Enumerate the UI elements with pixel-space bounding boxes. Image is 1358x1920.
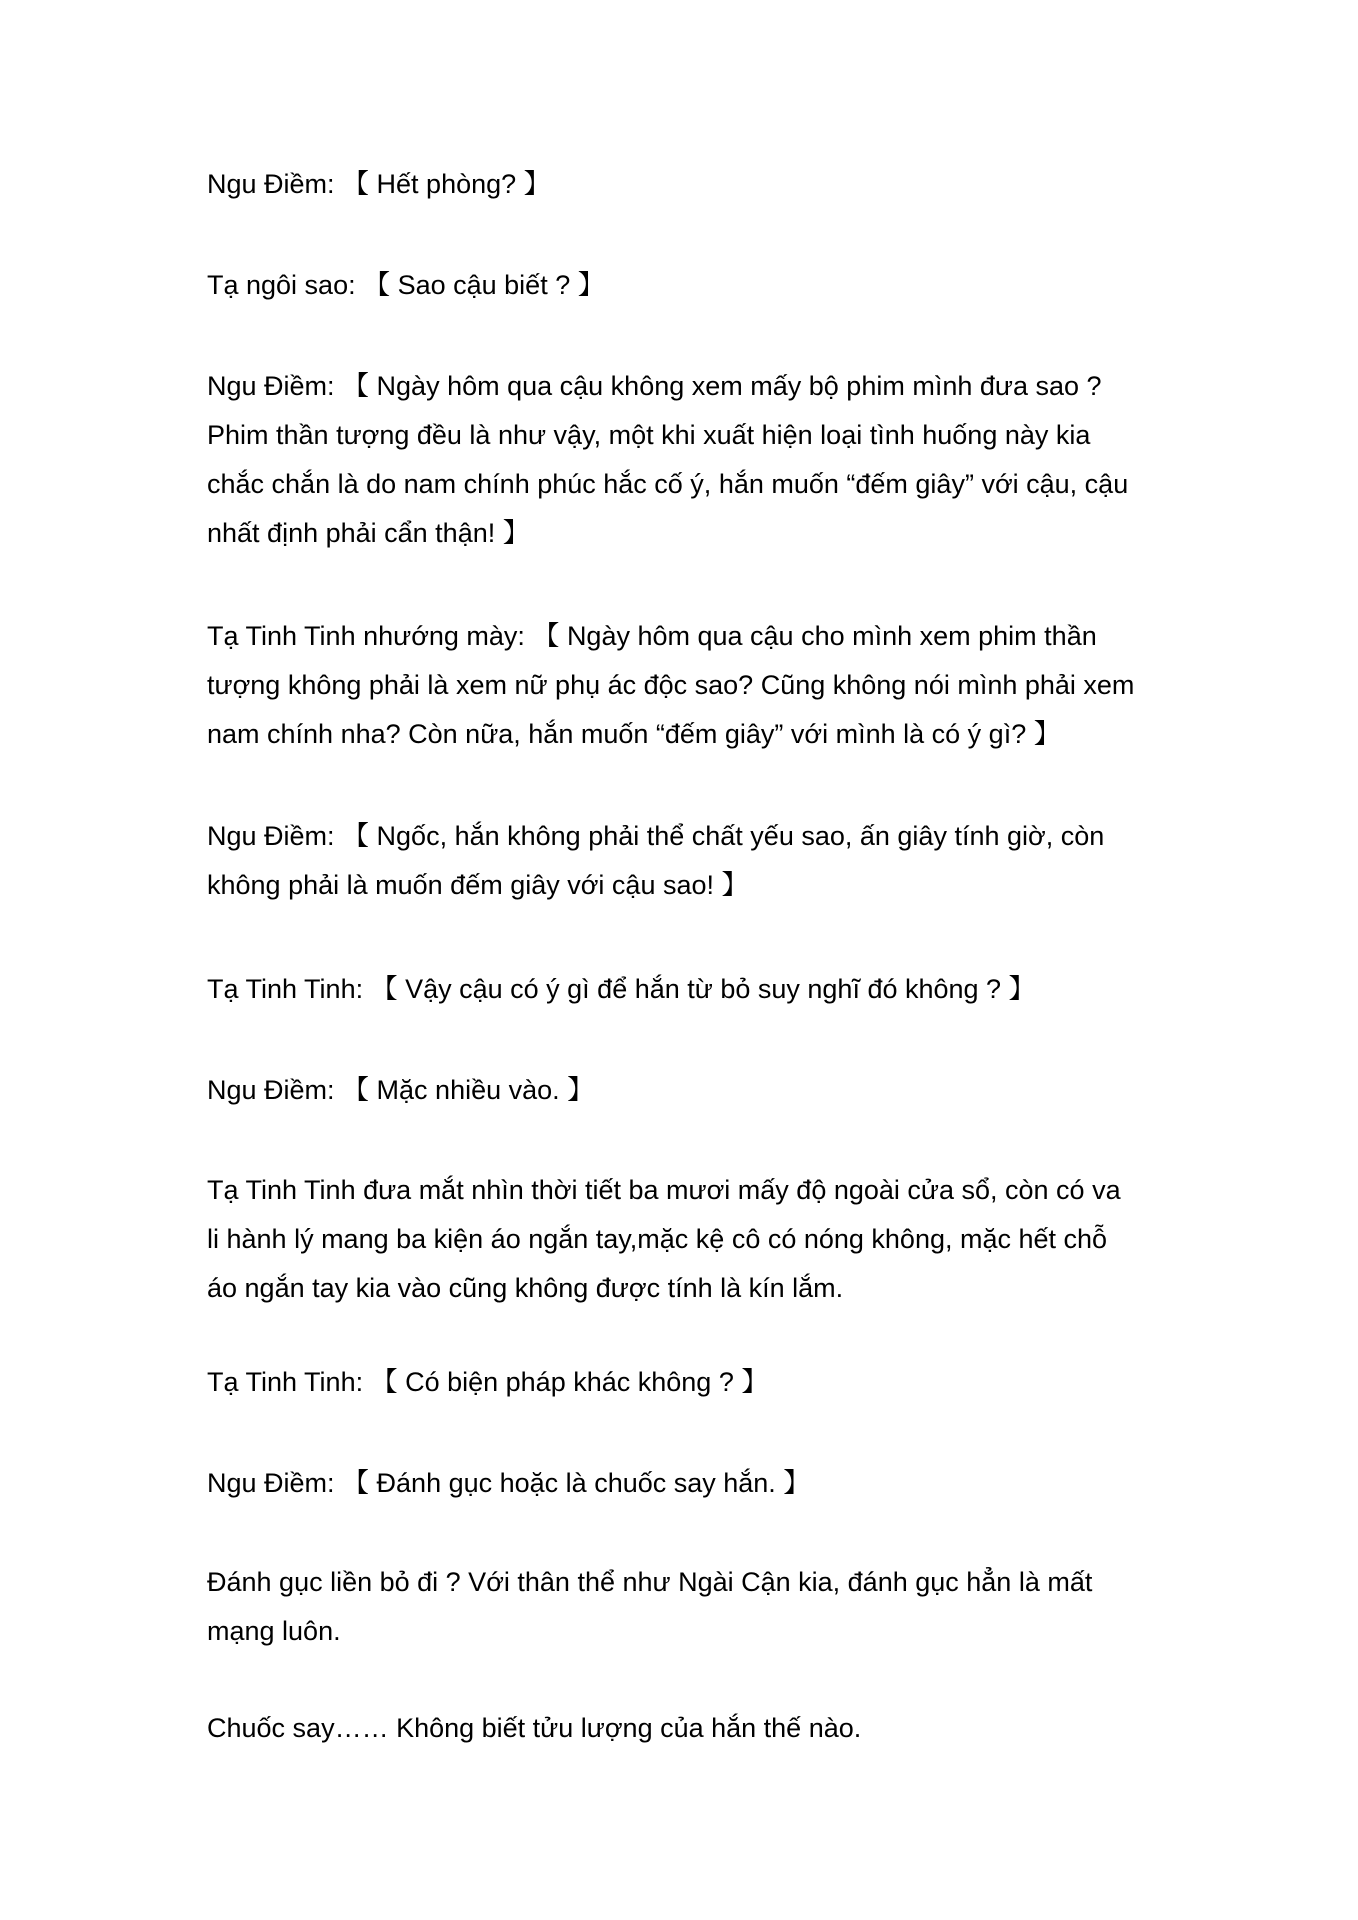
text-line: áo ngắn tay kia vào cũng không được tính là kín lắm. bbox=[207, 1273, 844, 1303]
paragraph bbox=[207, 1459, 1167, 1508]
text-line: Phim thần tượng đều là như vậy, một khi xuất hiện loại tình huống này kia bbox=[207, 420, 1091, 450]
text-line: Ngu Điềm: 【 Ngày hôm qua cậu không xem mấy bộ phim mình đưa sao ? bbox=[207, 371, 1102, 401]
text-line: Ngu Điềm: 【 Hết phòng? 】 bbox=[207, 169, 551, 199]
text-line: Ngu Điềm: 【 Ngốc, hắn không phải thể chất yếu sao, ấn giây tính giờ, còn bbox=[207, 821, 1105, 851]
text-line: nhất định phải cẩn thận! 】 bbox=[207, 518, 530, 548]
text-line: Tạ Tinh Tinh nhướng mày: 【 Ngày hôm qua cậu cho mình xem phim thần bbox=[207, 621, 1097, 651]
paragraph bbox=[207, 1166, 1167, 1313]
text-line: Tạ Tinh Tinh đưa mắt nhìn thời tiết ba mươi mấy độ ngoài cửa sổ, còn có va bbox=[207, 1175, 1121, 1205]
text-line: Ngu Điềm: 【 Mặc nhiều vào. 】 bbox=[207, 1075, 595, 1105]
text-line: Tạ Tinh Tinh: 【 Có biện pháp khác không ? 】 bbox=[207, 1367, 769, 1397]
paragraph bbox=[207, 1358, 1167, 1407]
text-line: Tạ ngôi sao: 【 Sao cậu biết ? 】 bbox=[207, 270, 605, 300]
paragraph bbox=[207, 612, 1167, 759]
paragraph bbox=[207, 362, 1167, 558]
paragraph bbox=[207, 812, 1167, 910]
text-line: tượng không phải là xem nữ phụ ác độc sao? Cũng không nói mình phải xem bbox=[207, 670, 1135, 700]
paragraph bbox=[207, 1558, 1167, 1656]
text-line: Chuốc say…… Không biết tửu lượng của hắn thế nào. bbox=[207, 1713, 862, 1743]
text-line: mạng luôn. bbox=[207, 1616, 341, 1646]
text-line: chắc chắn là do nam chính phúc hắc cố ý, hắn muốn “đếm giây” với cậu, cậu bbox=[207, 469, 1129, 499]
paragraph bbox=[207, 1704, 1167, 1753]
text-line: Đánh gục liền bỏ đi ? Với thân thể như Ngài Cận kia, đánh gục hẳn là mất bbox=[207, 1567, 1093, 1597]
text-line: Ngu Điềm: 【 Đánh gục hoặc là chuốc say hắn. 】 bbox=[207, 1468, 811, 1498]
paragraph bbox=[207, 261, 1167, 310]
text-line: không phải là muốn đếm giây với cậu sao! 】 bbox=[207, 870, 749, 900]
text-line: Tạ Tinh Tinh: 【 Vậy cậu có ý gì để hắn từ bỏ suy nghĩ đó không ? 】 bbox=[207, 974, 1036, 1004]
paragraph bbox=[207, 1066, 1167, 1115]
paragraph bbox=[207, 965, 1167, 1014]
paragraph bbox=[207, 160, 1167, 209]
text-line: li hành lý mang ba kiện áo ngắn tay,mặc kệ cô có nóng không, mặc hết chỗ bbox=[207, 1224, 1108, 1254]
text-line: nam chính nha? Còn nữa, hắn muốn “đếm giây” với mình là có ý gì? 】 bbox=[207, 719, 1061, 749]
